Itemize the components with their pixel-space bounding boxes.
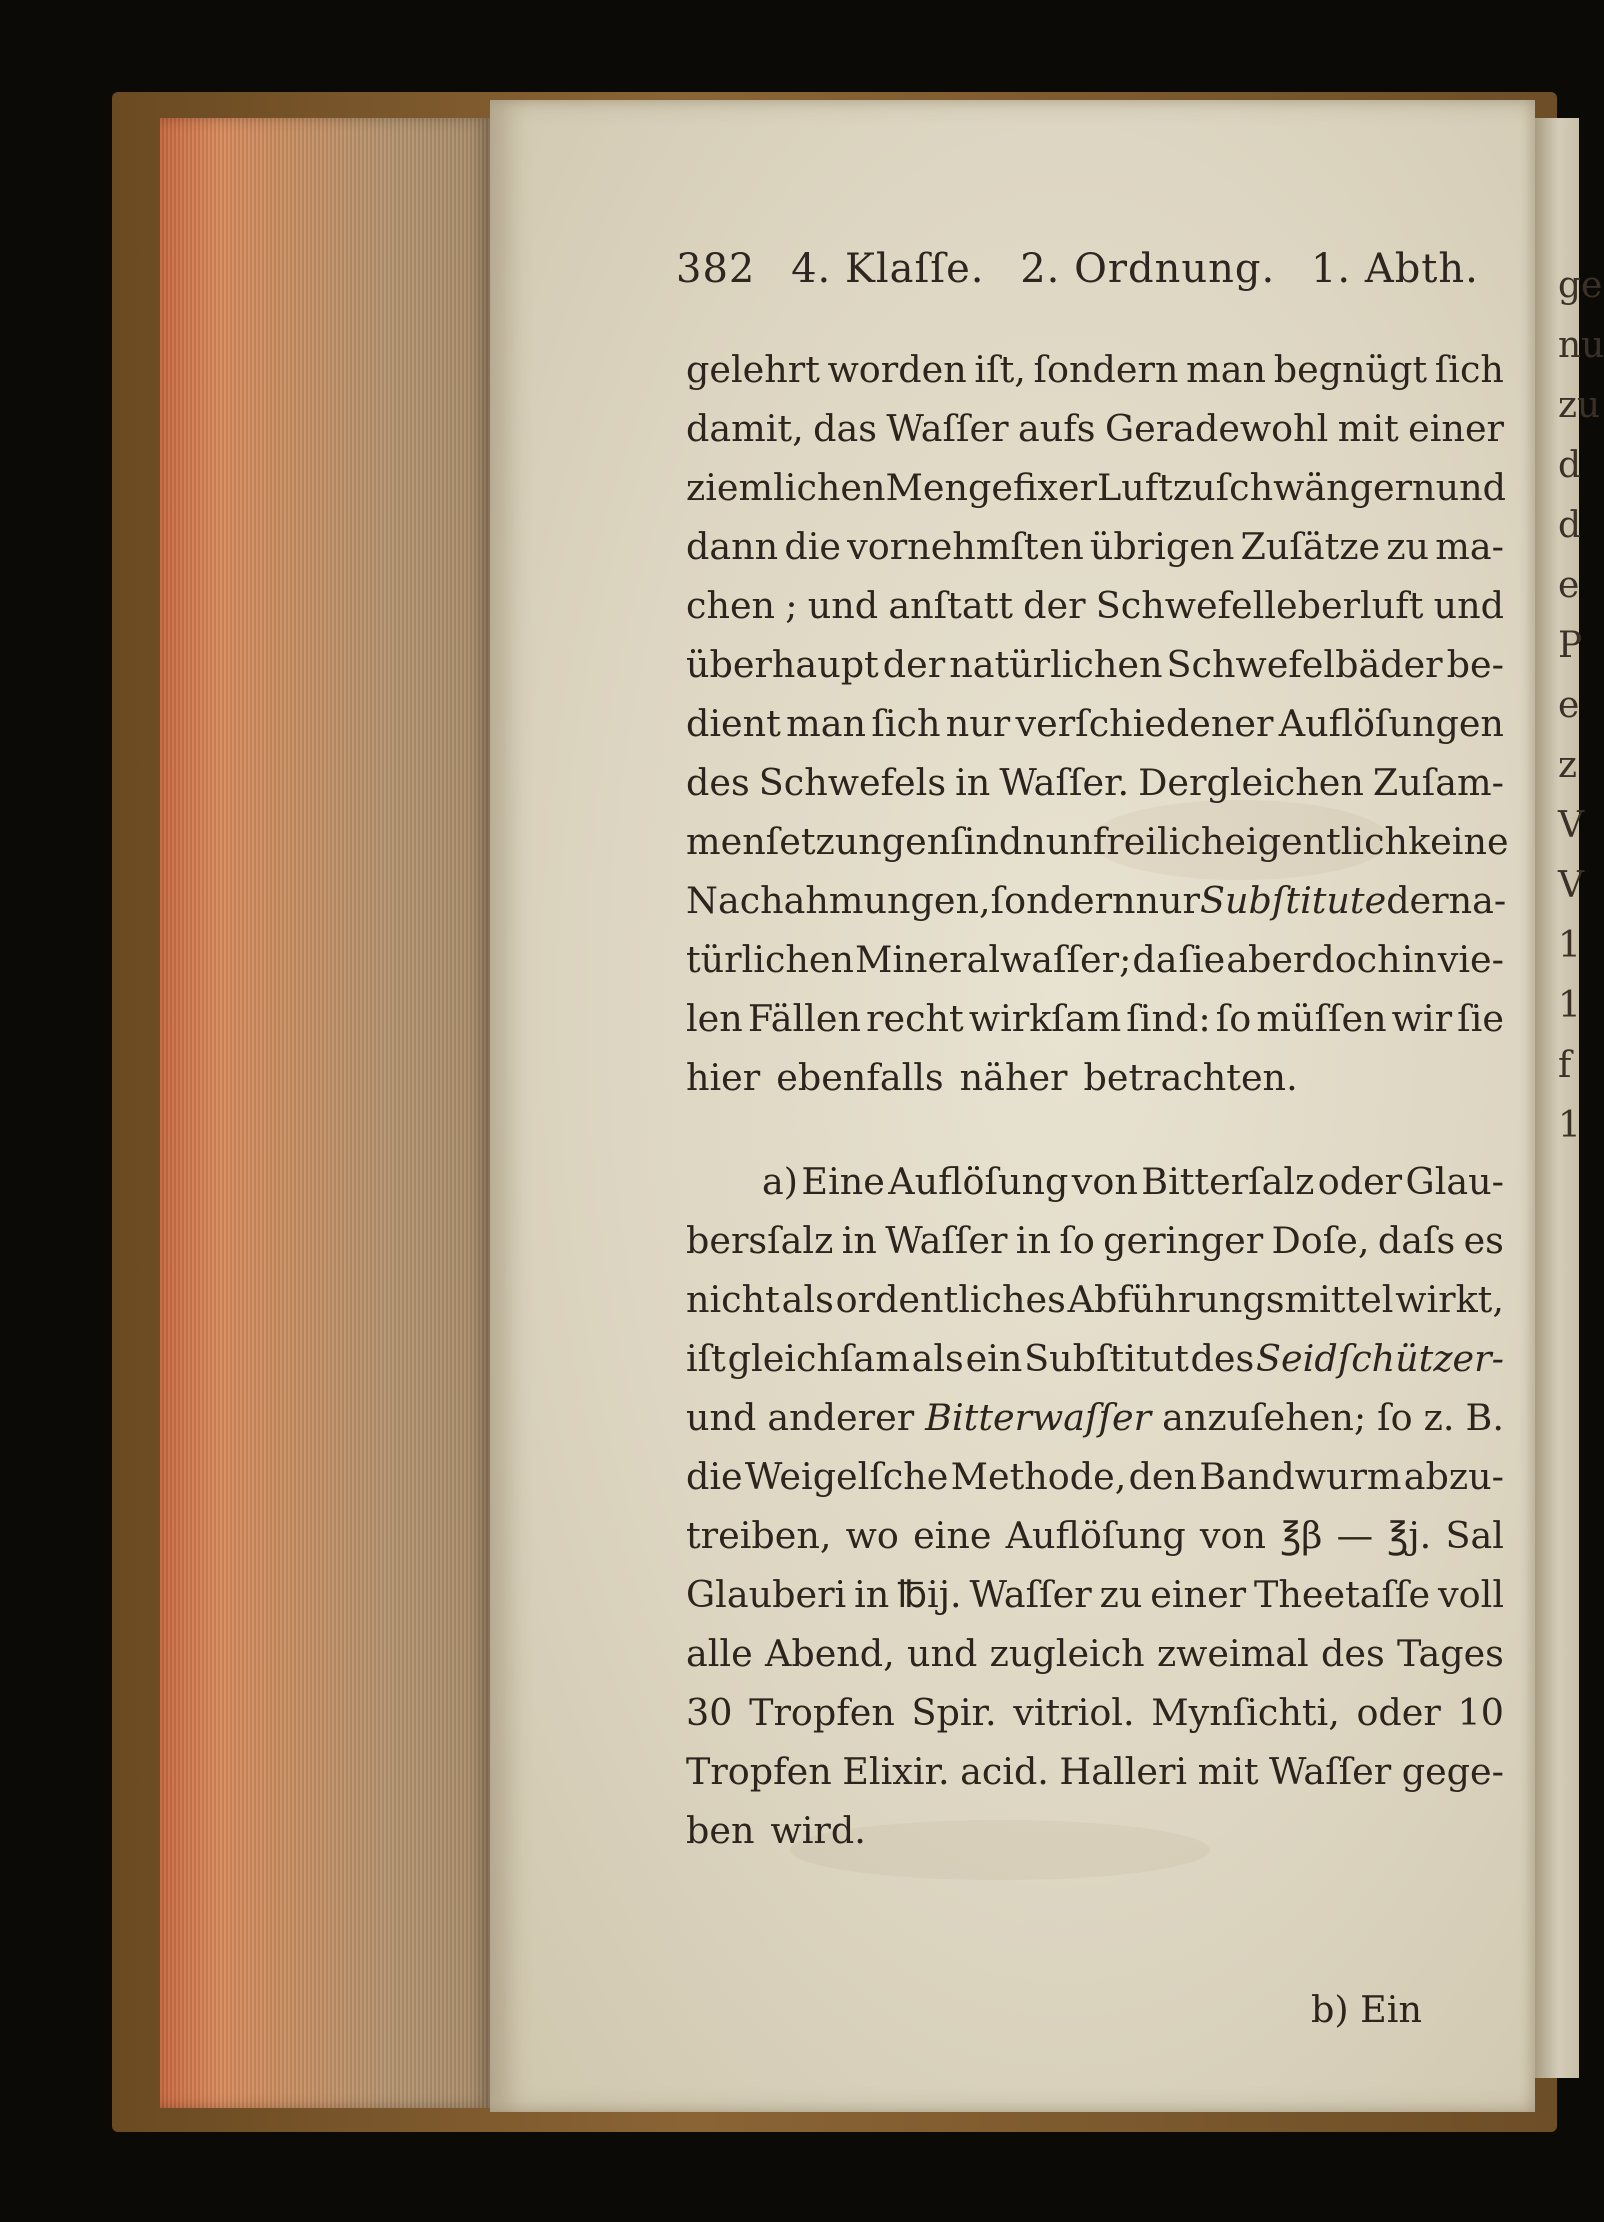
next-page-fragment: f bbox=[1558, 1045, 1572, 1086]
page-number: 382 bbox=[676, 246, 756, 292]
text-line: ben wird. bbox=[686, 1809, 866, 1852]
next-page-fragment: z bbox=[1558, 745, 1577, 786]
header-section: 1. Abth. bbox=[1310, 246, 1479, 292]
text-line: des Schwefels in Waſſer. Dergleichen Zuſam- bbox=[686, 761, 1504, 804]
text-line: gelehrt worden iſt, ſondern man begnügt ſich bbox=[686, 348, 1504, 391]
page-edges bbox=[160, 118, 490, 2108]
next-page-fragment: 1 bbox=[1558, 1105, 1581, 1146]
text-line: hier ebenfalls näher betrachten. bbox=[686, 1056, 1298, 1099]
body-text bbox=[686, 340, 1509, 1860]
text-line: alle Abend, und zugleich zweimal des Tages bbox=[686, 1632, 1504, 1675]
paragraph bbox=[686, 1152, 1504, 1860]
text-line: Tropfen Elixir. acid. Halleri mit Waſſer gege- bbox=[686, 1750, 1504, 1793]
text-line: damit, das Waſſer aufs Geradewohl mit einer bbox=[686, 407, 1504, 450]
next-page-edge bbox=[1528, 118, 1604, 2078]
text-line: 30 Tropfen Spir. vitriol. Mynſichti, oder 10 bbox=[686, 1691, 1504, 1734]
text-line: dann die vornehmſten übrigen Zuſätze zu ma- bbox=[686, 525, 1504, 568]
text-line: nicht als ordentliches Abführungsmittel wirkt, bbox=[686, 1278, 1504, 1321]
next-page-fragment: 1 bbox=[1558, 985, 1581, 1026]
next-page-fragment: V bbox=[1558, 805, 1584, 846]
text-line: Nachahmungen, ſondern nur Subſtitute der na- bbox=[686, 879, 1507, 922]
next-page-fragment: zu bbox=[1558, 385, 1601, 426]
text-line: menſetzungen ſind nun freilich eigentlich keine bbox=[686, 820, 1509, 863]
text-line: treiben, wo eine Auflöſung von ℥β — ℥j. Sal bbox=[686, 1514, 1504, 1557]
header-order: 2. Ordnung. bbox=[1020, 246, 1276, 292]
text-line: a) Eine Auflöſung von Bitterſalz oder Glau- bbox=[762, 1160, 1504, 1203]
book-page bbox=[490, 100, 1535, 2112]
running-header bbox=[676, 246, 1501, 292]
paragraph bbox=[686, 340, 1509, 1107]
next-page-fragment: d bbox=[1558, 505, 1582, 546]
text-line: len Fällen recht wirkſam ſind: ſo müſſen wir ſie bbox=[686, 997, 1504, 1040]
text-line: und anderer Bitterwaſſer anzuſehen; ſo z. B. bbox=[686, 1396, 1504, 1439]
text-line: bersſalz in Waſſer in ſo geringer Doſe, daſs es bbox=[686, 1219, 1504, 1262]
next-page-fragment: e bbox=[1558, 685, 1580, 726]
text-line: ziemlichen Menge fixer Luft zu ſchwängern und bbox=[686, 466, 1506, 509]
catchword: b) Ein bbox=[1310, 1988, 1422, 2031]
text-line: die Weigelſche Methode, den Bandwurm abzu- bbox=[686, 1455, 1504, 1498]
next-page-fragment: ge bbox=[1558, 265, 1603, 306]
text-line: dient man ſich nur verſchiedener Auflöſungen bbox=[686, 702, 1504, 745]
text-line: überhaupt der natürlichen Schwefelbäder be- bbox=[686, 643, 1504, 686]
next-page-fragment: e bbox=[1558, 565, 1580, 606]
next-page-fragment: d bbox=[1558, 445, 1582, 486]
text-line: Glauberi in ℔ij. Waſſer zu einer Theetaſſe voll bbox=[686, 1573, 1504, 1616]
text-line: iſt gleichſam als ein Subſtitut des Seidſchützer- bbox=[686, 1337, 1504, 1380]
next-page-fragment: V bbox=[1558, 865, 1584, 906]
header-class: 4. Klaſſe. bbox=[791, 246, 985, 292]
next-page-fragment: P bbox=[1558, 625, 1583, 666]
next-page-fragment: 1 bbox=[1558, 925, 1581, 966]
text-line: türlichen Mineralwaſſer; da ſie aber doch in vie- bbox=[686, 938, 1504, 981]
text-line: chen ; und anſtatt der Schwefelleberluft und bbox=[686, 584, 1504, 627]
next-page-fragment: nu bbox=[1558, 325, 1604, 366]
